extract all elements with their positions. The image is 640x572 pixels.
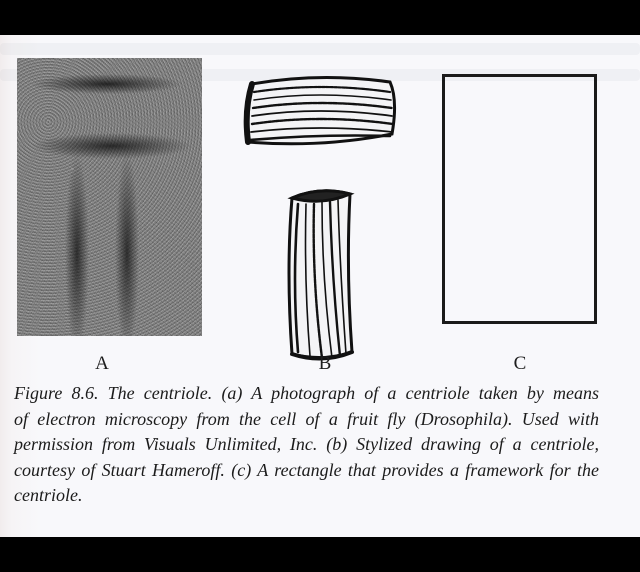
panel-c-rectangle	[442, 74, 597, 324]
caption-line: permission from Visuals Unlimited, Inc. (b) Stylized drawing of a centriole,	[14, 434, 599, 455]
panel-b-label: B	[318, 353, 332, 374]
figure-caption	[14, 381, 599, 509]
panel-c-label: C	[513, 353, 527, 374]
centriole-drawing-icon	[240, 70, 405, 365]
panel-a-label: A	[95, 353, 109, 374]
caption-line: of electron microscopy from the cell of a fruit fly (Drosophila). Used with	[14, 408, 599, 429]
show-through-text	[0, 43, 640, 55]
panel-a-micrograph	[17, 58, 202, 336]
panel-b-drawing	[240, 70, 405, 365]
caption-line: centriole.	[14, 485, 83, 506]
caption-line: Figure 8.6. The centriole. (a) A photograph of a centriole taken by means	[14, 383, 599, 403]
book-page	[0, 35, 640, 537]
caption-line: courtesy of Stuart Hameroff. (c) A rectangle that provides a framework for the	[14, 459, 599, 480]
